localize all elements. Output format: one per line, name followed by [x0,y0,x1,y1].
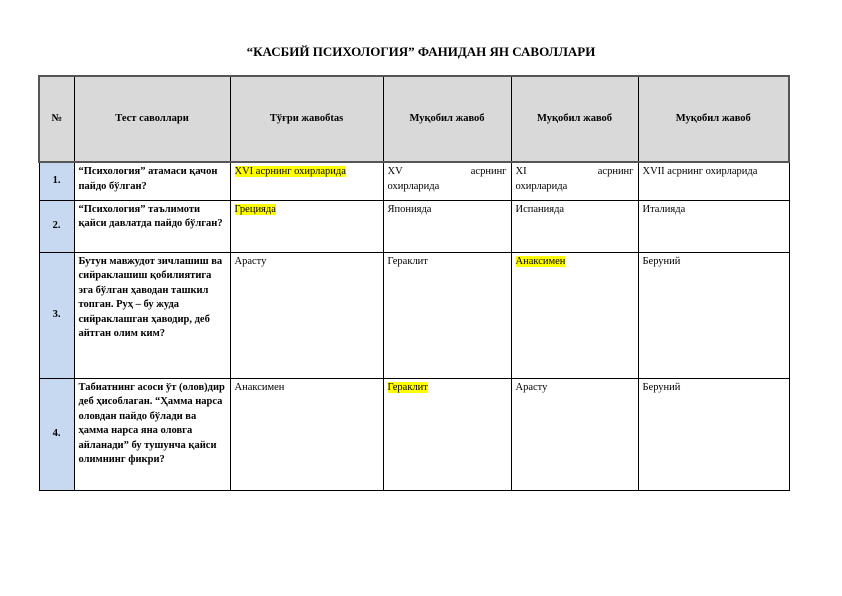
header-alternative-3: Муқобил жавоб [638,76,789,162]
header-number: № [39,76,74,162]
quiz-table [38,75,790,491]
answer-text: охирларида [387,180,440,192]
header-question: Тест саволлари [74,76,230,162]
header-correct-answer: Тўғри жавобtas [230,76,383,162]
answer-cell [383,378,511,490]
answer-text: XI асрнинг [515,166,634,177]
document-title: “КАСБИЙ ПСИХОЛОГИЯ” ФАНИДАН ЯН САВОЛЛАРИ [246,44,596,59]
row-number: 1. [39,162,74,200]
question-cell: “Психология” атамаси қачон пайдо бўлган? [74,162,230,200]
row-number: 4. [39,378,74,490]
answer-cell [230,200,383,252]
answer-cell: Арасту [230,252,383,378]
highlighted-correct-answer: Гераклит [387,381,428,393]
answer-cell: Японияда [383,200,511,252]
answer-cell: Гераклит [383,252,511,378]
row-number: 2. [39,200,74,252]
highlighted-correct-answer: Анаксимен [515,255,566,267]
answer-cell: Испанияда [511,200,638,252]
highlighted-correct-answer: XVI асрнинг охирларида [234,166,346,177]
question-cell: Табиатнинг асоси ўт (олов)дир деб ҳисоблаган. “Ҳамма нарса оловдан пайдо бўлади ва ҳамма нарса яна оловга айланади” бу тушунча қайси олимнинг фикри? [74,378,230,490]
question-cell: “Психология” таълимоти қайси давлатда пайдо бўлган? [74,200,230,252]
row-number: 3. [39,252,74,378]
header-alternative-1: Муқобил жавоб [383,76,511,162]
answer-cell: Арасту [511,378,638,490]
answer-cell [230,162,383,200]
answer-cell [511,162,638,200]
answer-cell: Беруний [638,252,789,378]
answer-cell [511,252,638,378]
table-row [39,378,789,490]
answer-cell [383,162,511,200]
header-alternative-2: Муқобил жавоб [511,76,638,162]
answer-cell: XVII асрнинг охирларида [638,162,789,200]
header-row [39,76,789,162]
highlighted-correct-answer: Грецияда [234,203,276,215]
answer-cell: Анаксимен [230,378,383,490]
question-cell: Бутун мавжудот зичлашиш ва сийраклашиш қобилиятига эга бўлган ҳаводан ташкил топган. Руҳ – бу жуда сийраклашган ҳаводир, деб айтган олим ким? [74,252,230,378]
table-row [39,252,789,378]
table-row [39,162,789,200]
answer-cell: Италияда [638,200,789,252]
answer-cell: Беруний [638,378,789,490]
answer-text: XV асрнинг [387,166,507,177]
answer-text: охирларида [515,180,568,192]
table-row [39,200,789,252]
